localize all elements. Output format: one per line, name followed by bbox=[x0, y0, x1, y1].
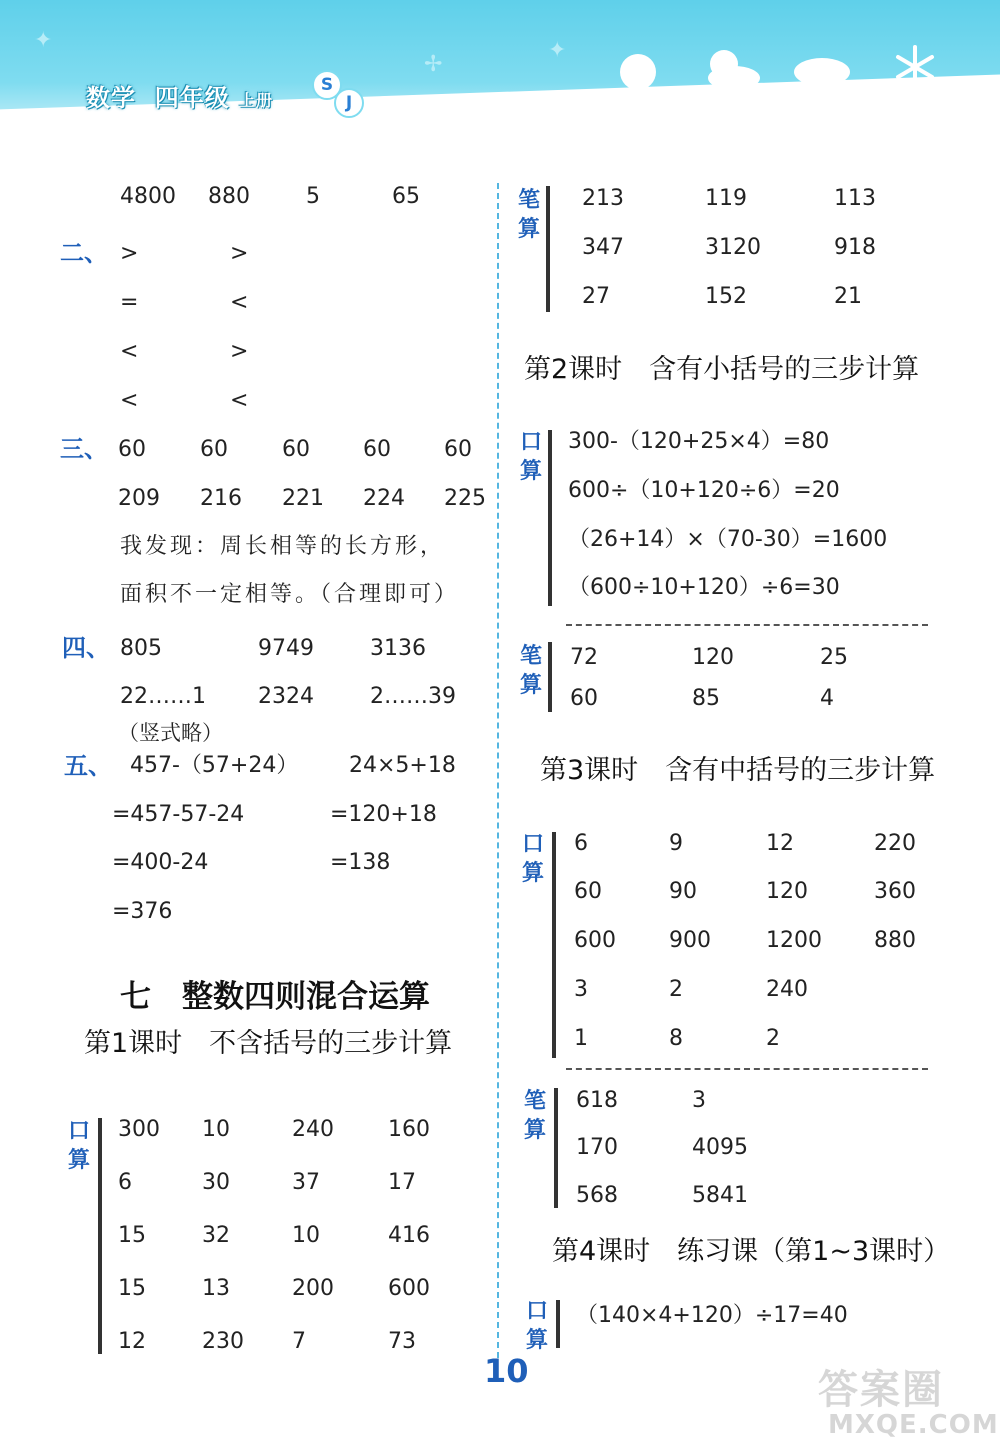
tag-bar bbox=[554, 1088, 558, 1208]
calc-line: 24×5+18 bbox=[349, 753, 456, 778]
answer-cell: 13 bbox=[202, 1276, 230, 1301]
cloud-sun-icon bbox=[700, 46, 762, 92]
lesson-title: 第3课时 含有中括号的三步计算 bbox=[540, 755, 936, 786]
tag-bar bbox=[556, 1300, 560, 1348]
answer-cell: < bbox=[230, 388, 249, 413]
answer-cell: 220 bbox=[874, 831, 916, 856]
answer-cell: 2……39 bbox=[370, 684, 456, 709]
answer-cell: 12 bbox=[766, 831, 794, 856]
calc-line: （600÷10+120）÷6=30 bbox=[568, 575, 840, 600]
answer-cell: 60 bbox=[363, 437, 391, 462]
answer-cell: < bbox=[120, 339, 139, 364]
answer-cell: 880 bbox=[208, 184, 250, 209]
answer-cell: 22……1 bbox=[120, 684, 206, 709]
section-label: 四、 bbox=[62, 634, 110, 662]
answer-cell: 347 bbox=[582, 235, 624, 260]
answer-cell: 213 bbox=[582, 186, 624, 211]
calc-line: =120+18 bbox=[330, 802, 437, 827]
calc-line: =376 bbox=[112, 899, 173, 924]
lesson-title: 第2课时 含有小括号的三步计算 bbox=[524, 354, 920, 385]
answer-cell: 3 bbox=[692, 1088, 706, 1113]
answer-cell: 21 bbox=[834, 284, 862, 309]
edition-badge: S J bbox=[312, 70, 366, 116]
answer-cell: > bbox=[120, 241, 139, 266]
answer-cell: 32 bbox=[202, 1223, 230, 1248]
answer-cell: 3 bbox=[574, 977, 588, 1002]
answer-cell: < bbox=[230, 290, 249, 315]
answer-cell: 7 bbox=[292, 1329, 306, 1354]
answer-cell: 65 bbox=[392, 184, 420, 209]
answer-text: 面积不一定相等。（合理即可） bbox=[120, 582, 460, 607]
answer-cell: 224 bbox=[363, 486, 405, 511]
oral-calc-tag: 口 算 bbox=[525, 1299, 548, 1353]
answer-cell: 10 bbox=[292, 1223, 320, 1248]
answer-cell: 618 bbox=[576, 1088, 618, 1113]
answer-cell: 60 bbox=[570, 686, 598, 711]
answer-cell: 85 bbox=[692, 686, 720, 711]
answer-cell: 27 bbox=[582, 284, 610, 309]
answer-cell: 6 bbox=[118, 1170, 132, 1195]
answer-cell: < bbox=[120, 388, 139, 413]
page-header bbox=[0, 0, 1000, 150]
watermark-url: MXQE.COM bbox=[828, 1410, 999, 1440]
answer-cell: 600 bbox=[574, 928, 616, 953]
answer-cell: 30 bbox=[202, 1170, 230, 1195]
page-number: 10 bbox=[484, 1352, 529, 1390]
answer-cell: 3136 bbox=[370, 636, 426, 661]
section-label: 五、 bbox=[64, 752, 112, 780]
answer-cell: 119 bbox=[705, 186, 747, 211]
oral-calc-tag: 口 算 bbox=[519, 430, 542, 484]
answer-cell: 37 bbox=[292, 1170, 320, 1195]
answer-cell: > bbox=[230, 339, 249, 364]
answer-cell: 9 bbox=[669, 831, 683, 856]
answer-cell: 15 bbox=[118, 1276, 146, 1301]
tag-bar bbox=[98, 1118, 102, 1354]
tag-bar bbox=[552, 832, 556, 1058]
sparkle-icon: ✢ bbox=[424, 52, 443, 77]
unit-title: 七 整数四则混合运算 bbox=[120, 979, 430, 1015]
sparkle-icon: ✦ bbox=[548, 38, 567, 63]
rain-cloud-icon bbox=[792, 54, 854, 102]
answer-cell: 240 bbox=[766, 977, 808, 1002]
answer-cell: 9749 bbox=[258, 636, 314, 661]
answer-cell: 805 bbox=[120, 636, 162, 661]
answer-cell: 60 bbox=[282, 437, 310, 462]
section-label: 三、 bbox=[60, 435, 108, 463]
answer-cell: 221 bbox=[282, 486, 324, 511]
column-divider bbox=[497, 183, 499, 1358]
tag-bar bbox=[548, 430, 552, 606]
tag-bar bbox=[548, 642, 552, 712]
answer-note: （竖式略） bbox=[118, 721, 223, 745]
answer-cell: 568 bbox=[576, 1183, 618, 1208]
calc-line: =400-24 bbox=[112, 850, 209, 875]
answer-cell: 60 bbox=[118, 437, 146, 462]
answer-cell: 360 bbox=[874, 879, 916, 904]
answer-cell: 10 bbox=[202, 1117, 230, 1142]
answer-cell: 2 bbox=[766, 1026, 780, 1051]
dashed-separator bbox=[566, 624, 928, 626]
written-calc-tag: 笔 算 bbox=[523, 1089, 546, 1143]
snowflake-icon bbox=[892, 44, 938, 90]
answer-cell: 73 bbox=[388, 1329, 416, 1354]
lesson-title: 第4课时 练习课（第1~3课时） bbox=[552, 1236, 951, 1267]
calc-line: 600÷（10+120÷6）=20 bbox=[568, 478, 840, 503]
watermark: 答案圈 bbox=[818, 1367, 944, 1413]
book-title: 数学 四年级 上册 bbox=[86, 84, 274, 112]
calc-line: =457-57-24 bbox=[112, 802, 245, 827]
section-label: 二、 bbox=[60, 239, 108, 267]
oral-calc-tag: 口 算 bbox=[67, 1119, 90, 1173]
answer-cell: > bbox=[230, 241, 249, 266]
answer-cell: 90 bbox=[669, 879, 697, 904]
answer-cell: 2 bbox=[669, 977, 683, 1002]
answer-cell: 5841 bbox=[692, 1183, 748, 1208]
lesson-title: 第1课时 不含括号的三步计算 bbox=[84, 1028, 453, 1059]
answer-cell: 416 bbox=[388, 1223, 430, 1248]
answer-cell: 5 bbox=[306, 184, 320, 209]
answer-cell: 2324 bbox=[258, 684, 314, 709]
tag-bar bbox=[546, 186, 550, 312]
answer-cell: 918 bbox=[834, 235, 876, 260]
answer-cell: 60 bbox=[200, 437, 228, 462]
answer-cell: 600 bbox=[388, 1276, 430, 1301]
answer-text: 我发现：周长相等的长方形， bbox=[120, 534, 446, 559]
written-calc-tag: 笔 算 bbox=[517, 188, 540, 242]
answer-cell: 113 bbox=[834, 186, 876, 211]
answer-cell: 209 bbox=[118, 486, 160, 511]
answer-cell: 200 bbox=[292, 1276, 334, 1301]
sun-icon bbox=[616, 50, 660, 94]
answer-cell: 4800 bbox=[120, 184, 176, 209]
answer-cell: 900 bbox=[669, 928, 711, 953]
answer-cell: 60 bbox=[444, 437, 472, 462]
answer-cell: 160 bbox=[388, 1117, 430, 1142]
answer-cell: 1 bbox=[574, 1026, 588, 1051]
calc-line: （26+14）×（70-30）=1600 bbox=[568, 527, 888, 552]
answer-cell: 216 bbox=[200, 486, 242, 511]
answer-cell: 72 bbox=[570, 645, 598, 670]
answer-cell: 3120 bbox=[705, 235, 761, 260]
oral-calc-tag: 口 算 bbox=[521, 832, 544, 886]
answer-cell: 225 bbox=[444, 486, 486, 511]
answer-cell: = bbox=[120, 290, 139, 315]
answer-cell: 880 bbox=[874, 928, 916, 953]
answer-cell: 240 bbox=[292, 1117, 334, 1142]
answer-cell: 4 bbox=[820, 686, 834, 711]
answer-cell: 4095 bbox=[692, 1135, 748, 1160]
answer-cell: 17 bbox=[388, 1170, 416, 1195]
calc-line: （140×4+120）÷17=40 bbox=[576, 1303, 848, 1328]
calc-line: 457-（57+24） bbox=[130, 753, 299, 778]
calc-line: =138 bbox=[330, 850, 391, 875]
answer-cell: 25 bbox=[820, 645, 848, 670]
answer-cell: 6 bbox=[574, 831, 588, 856]
sparkle-icon: ✦ bbox=[34, 28, 53, 53]
answer-cell: 15 bbox=[118, 1223, 146, 1248]
answer-cell: 8 bbox=[669, 1026, 683, 1051]
answer-cell: 120 bbox=[692, 645, 734, 670]
answer-cell: 60 bbox=[574, 879, 602, 904]
answer-cell: 230 bbox=[202, 1329, 244, 1354]
answer-cell: 170 bbox=[576, 1135, 618, 1160]
answer-cell: 12 bbox=[118, 1329, 146, 1354]
dashed-separator bbox=[566, 1068, 928, 1070]
answer-cell: 120 bbox=[766, 879, 808, 904]
answer-cell: 300 bbox=[118, 1117, 160, 1142]
written-calc-tag: 笔 算 bbox=[519, 644, 542, 698]
answer-cell: 152 bbox=[705, 284, 747, 309]
calc-line: 300-（120+25×4）=80 bbox=[568, 429, 830, 454]
answer-cell: 1200 bbox=[766, 928, 822, 953]
